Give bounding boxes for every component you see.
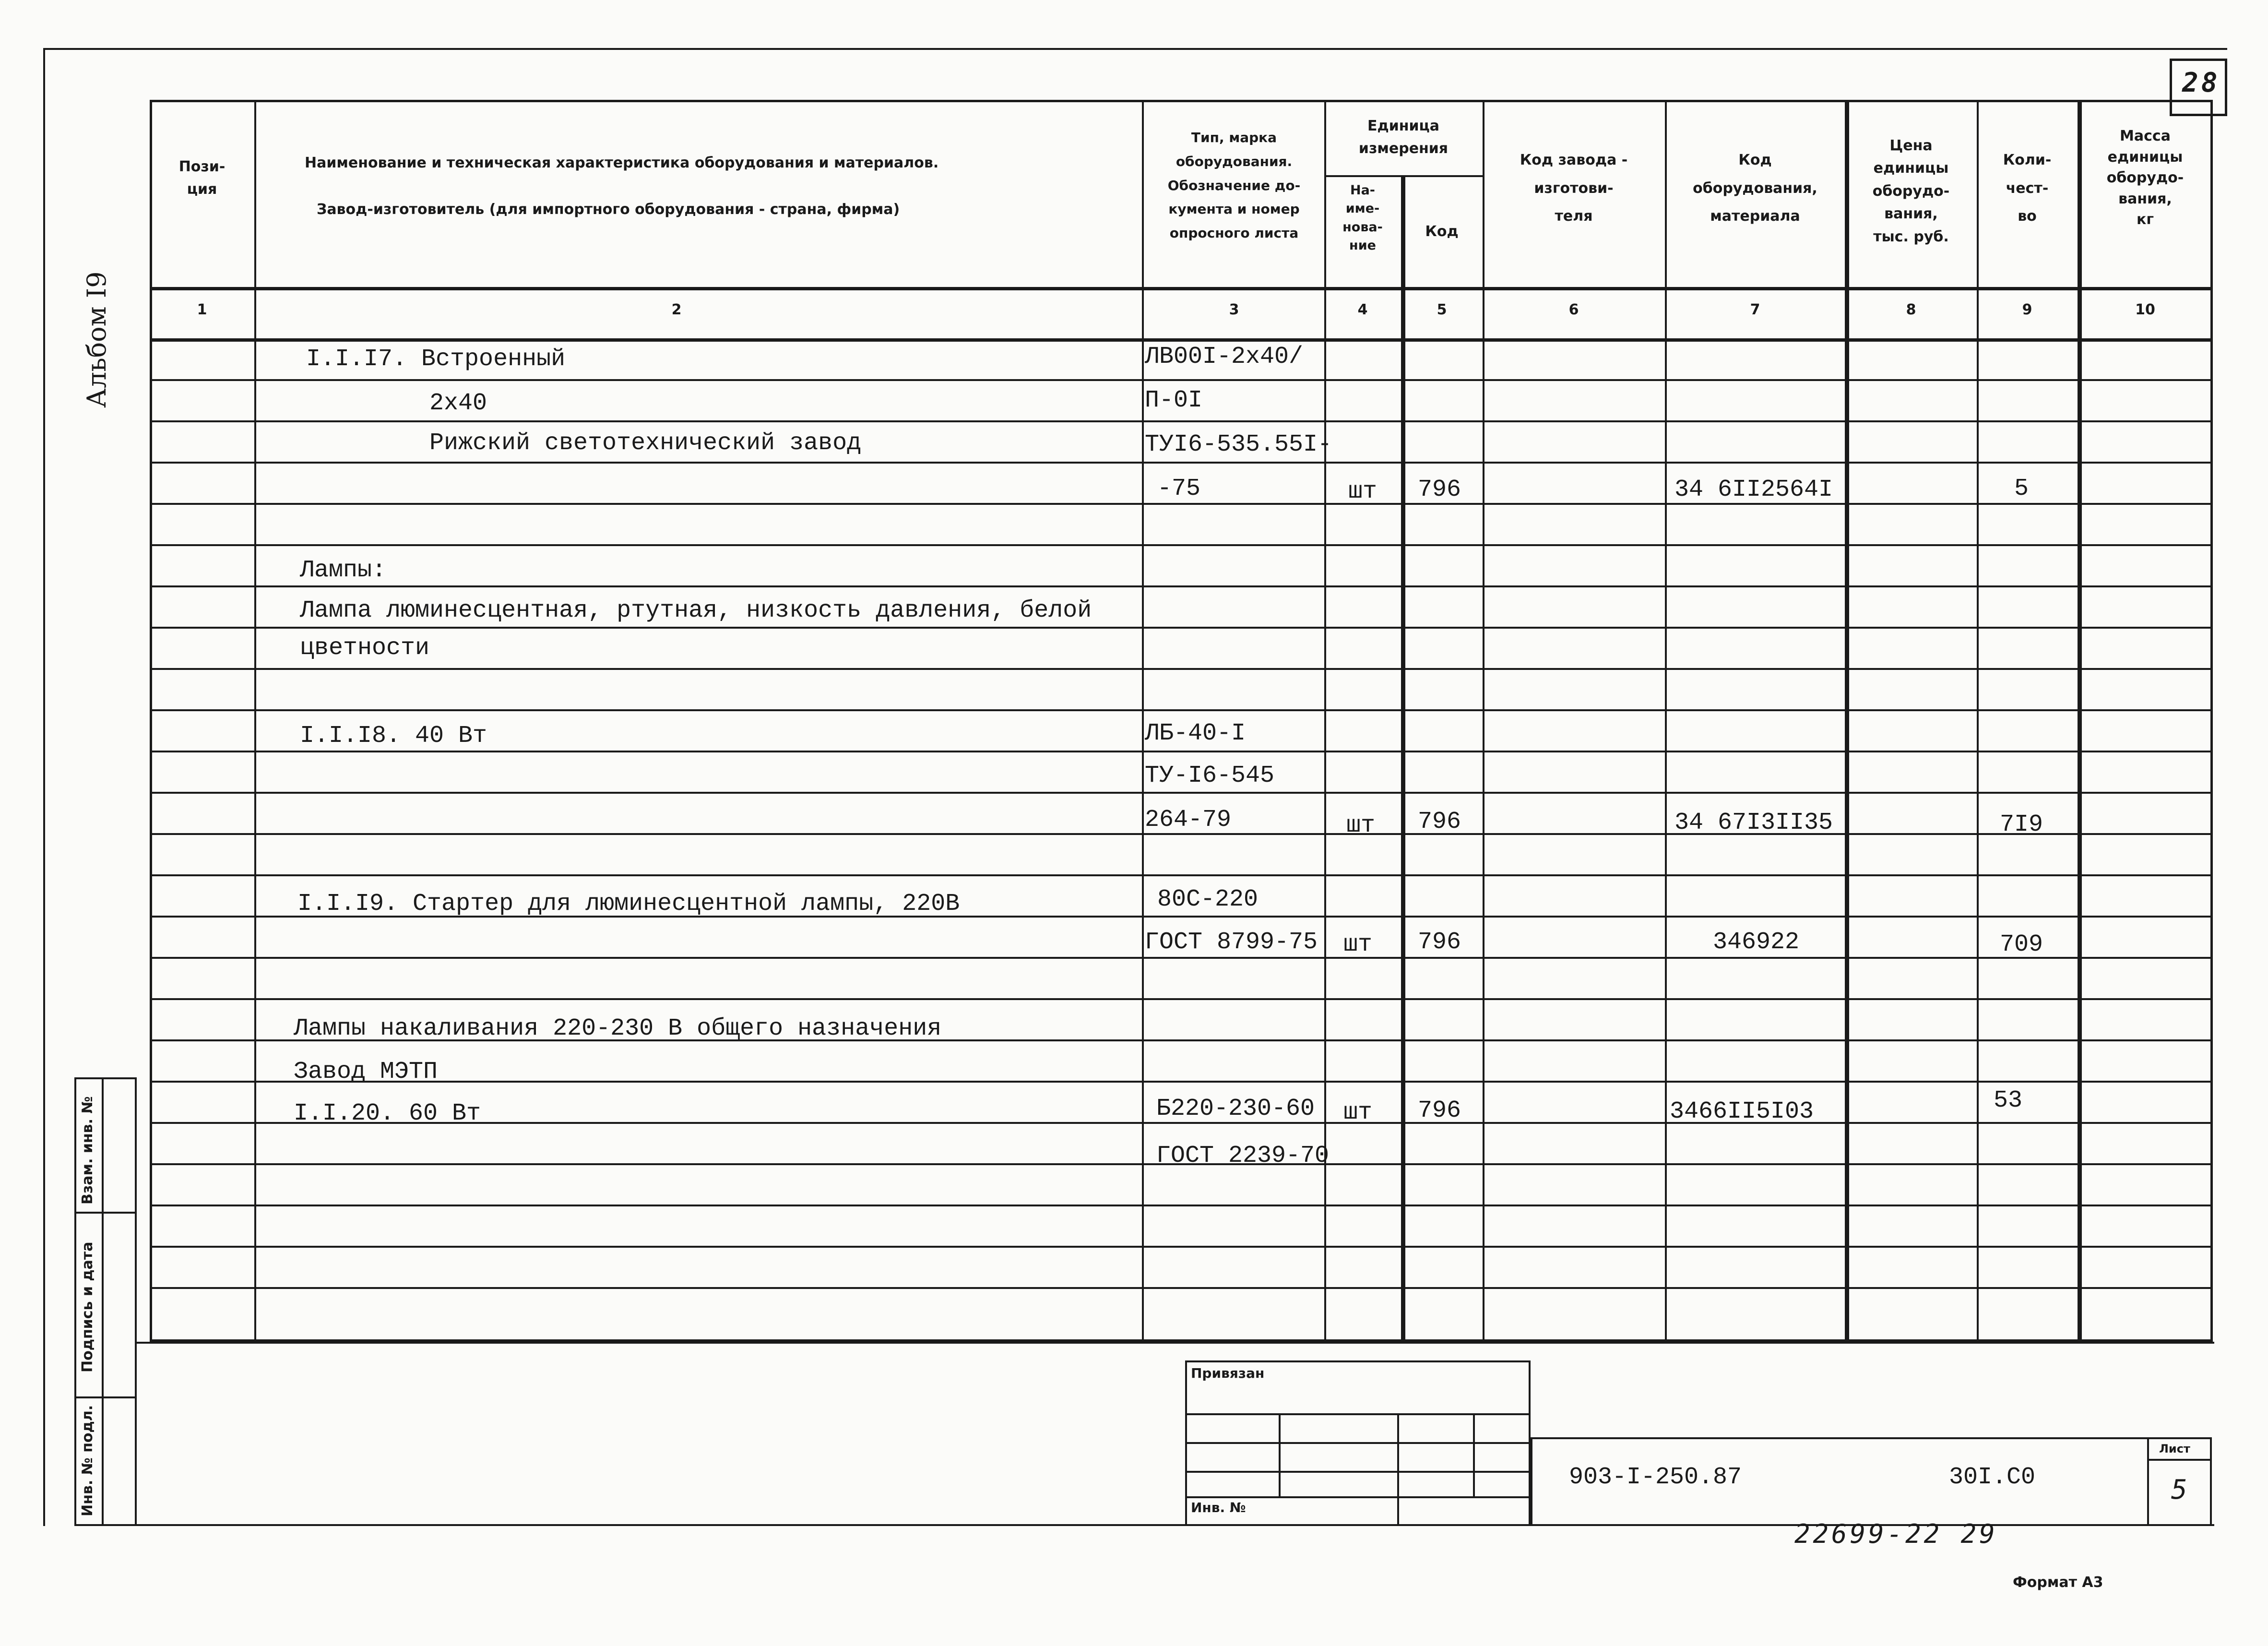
row-quantity: 5	[2014, 475, 2029, 502]
lamps-description: цветности	[300, 634, 430, 662]
row-type: ТУI6-535.55I-	[1145, 431, 1332, 458]
row-line	[150, 751, 2213, 752]
col-line-5	[1483, 100, 1484, 1342]
row-line	[150, 874, 2213, 876]
header-plant-code: Код завода - изготови- теля	[1520, 152, 1628, 225]
row-item-name: I.I.20. 60 Вт	[294, 1100, 481, 1127]
side-stamp-vzam: Взам. инв. №	[79, 1096, 96, 1205]
row-line	[150, 627, 2213, 629]
row-type: 264-79	[1145, 806, 1232, 834]
binding-stamp-line	[1185, 1442, 1531, 1444]
row-quantity: 709	[2000, 931, 2043, 958]
bottom-area-top-line	[137, 1342, 2214, 1344]
colnum-1: 1	[197, 301, 207, 318]
header-name-line2: Завод-изготовитель (для импортного оборудования - страна, фирма)	[317, 201, 900, 218]
format-label: Формат А3	[2013, 1574, 2103, 1591]
col-line-9	[2078, 100, 2082, 1342]
col-line-7	[1845, 100, 1849, 1342]
row-unit: шт	[1343, 1099, 1373, 1126]
row-quantity: 7I9	[2000, 811, 2043, 838]
header-unit-name: На- име- нова- ние	[1342, 183, 1383, 253]
binding-stamp-line	[1185, 1413, 1531, 1415]
colnum-7: 7	[1750, 301, 1760, 318]
col-line-4	[1401, 175, 1405, 1342]
colnum-bottom-line	[150, 338, 2213, 342]
row-unit: шт	[1343, 931, 1373, 958]
row-unit-code: 796	[1418, 476, 1461, 503]
colnum-5: 5	[1437, 301, 1447, 318]
row-line	[150, 668, 2213, 670]
row-type: -75	[1157, 475, 1201, 502]
col-line-8	[1977, 100, 1979, 1342]
title-block-divider	[2147, 1437, 2149, 1526]
row-line	[150, 1246, 2213, 1248]
row-line	[150, 462, 2213, 464]
row-line	[150, 585, 2213, 587]
row-type: ЛБ-40-I	[1145, 720, 1246, 747]
row-line	[150, 709, 2213, 711]
colnum-6: 6	[1568, 301, 1579, 318]
sheet-number: 28	[2182, 67, 2221, 98]
side-stamp-divider	[102, 1077, 104, 1526]
row-line	[150, 1205, 2213, 1206]
left-frame-line	[43, 48, 45, 1526]
album-label: Альбом I9	[82, 271, 112, 408]
header-unit-code: Код	[1425, 223, 1459, 240]
side-stamp-line	[74, 1396, 137, 1398]
row-line	[150, 998, 2213, 1000]
row-quantity: 53	[1994, 1087, 2023, 1114]
row-unit: шт	[1346, 812, 1376, 839]
row-line	[150, 1081, 2213, 1083]
row-line	[150, 544, 2213, 546]
col-line-2	[1142, 100, 1144, 1342]
binding-stamp-col	[1473, 1413, 1475, 1496]
row-line	[150, 1287, 2213, 1289]
row-manufacturer: Рижский светотехнический завод	[429, 429, 862, 457]
col-line-6	[1665, 100, 1667, 1342]
row-type: П-0I	[1145, 387, 1203, 414]
binding-stamp-col	[1279, 1413, 1281, 1496]
colnum-10: 10	[2135, 301, 2155, 318]
top-frame-line	[43, 48, 2227, 50]
side-stamp-line	[74, 1212, 137, 1214]
header-type: Тип, марка оборудования. Обозначение до- кумента и номер опросного листа	[1167, 130, 1301, 241]
side-stamp-inventory: Инв. № подл.	[79, 1405, 96, 1516]
inventory-label: Инв. №	[1191, 1500, 1246, 1515]
handwritten-number: 22699-22 29	[1794, 1519, 1998, 1549]
row-item-name: I.I.I7. Встроенный	[306, 346, 566, 373]
row-unit-code: 796	[1418, 929, 1461, 956]
binding-stamp-line	[1185, 1471, 1531, 1473]
row-item-name: I.I.I8. 40 Вт	[300, 722, 487, 750]
header-position: Пози- ция	[178, 158, 226, 198]
lamps-description: Лампа люминесцентная, ртутная, низкость давления, белой	[300, 597, 1092, 624]
col-line-1	[254, 100, 256, 1342]
row-type: ГОСТ 8799-75	[1145, 929, 1318, 956]
colnum-3: 3	[1229, 301, 1239, 318]
header-unit-group: Единица измерения	[1358, 118, 1449, 157]
row-type: ТУ-I6-545	[1145, 762, 1275, 789]
header-quantity: Коли- чест- во	[2003, 152, 2052, 225]
title-block-sheet-line	[2147, 1459, 2212, 1461]
row-line	[150, 957, 2213, 959]
row-unit-code: 796	[1418, 808, 1461, 835]
header-equipment-code: Код оборудования, материала	[1693, 152, 1817, 225]
colnum-9: 9	[2022, 301, 2032, 318]
document-code: 903-I-250.87	[1569, 1464, 1742, 1491]
row-material-code: 34 67I3II35	[1674, 809, 1833, 836]
sheet-label: Лист	[2159, 1442, 2190, 1455]
header-bottom-line	[150, 287, 2213, 290]
row-item-name: 2х40	[429, 390, 487, 417]
header-price: Цена единицы оборудо- вания, тыс. руб.	[1872, 137, 1950, 245]
incandescent-plant: Завод МЭТП	[294, 1058, 438, 1085]
colnum-4: 4	[1357, 301, 1368, 318]
row-material-code: 346922	[1713, 929, 1800, 956]
row-material-code: 3466II5I03	[1670, 1098, 1814, 1125]
sheet-value: 5	[2171, 1474, 2187, 1505]
row-line	[150, 379, 2213, 381]
binding-stamp-col	[1397, 1413, 1399, 1525]
row-material-code: 34 6II2564I	[1674, 476, 1833, 503]
header-name-line1: Наименование и техническая характеристика оборудования и материалов.	[305, 155, 939, 171]
row-line	[150, 792, 2213, 794]
row-type: ЛВ00I-2х40/	[1145, 343, 1304, 370]
section-code: 30I.С0	[1949, 1464, 2036, 1491]
lamps-title: Лампы:	[300, 557, 387, 584]
binding-label: Привязан	[1191, 1365, 1265, 1381]
colnum-2: 2	[671, 301, 682, 318]
binding-stamp-line	[1185, 1496, 1531, 1498]
colnum-8: 8	[1906, 301, 1916, 318]
row-line	[150, 420, 2213, 422]
row-type: 80С-220	[1157, 886, 1259, 913]
row-line	[150, 503, 2213, 505]
row-item-name: I.I.I9. Стартер для люминесцентной лампы, 220В	[297, 890, 960, 918]
incandescent-title: Лампы накаливания 220-230 В общего назначения	[294, 1015, 942, 1042]
header-mass: Масса единицы оборудо- вания, кг	[2106, 128, 2184, 228]
row-type: ГОСТ 2239-70	[1156, 1142, 1330, 1169]
side-stamp-signature: Подпись и дата	[79, 1241, 96, 1372]
row-type: Б220-230-60	[1156, 1095, 1315, 1122]
row-unit-code: 796	[1418, 1097, 1461, 1124]
row-unit: шт	[1348, 478, 1377, 505]
